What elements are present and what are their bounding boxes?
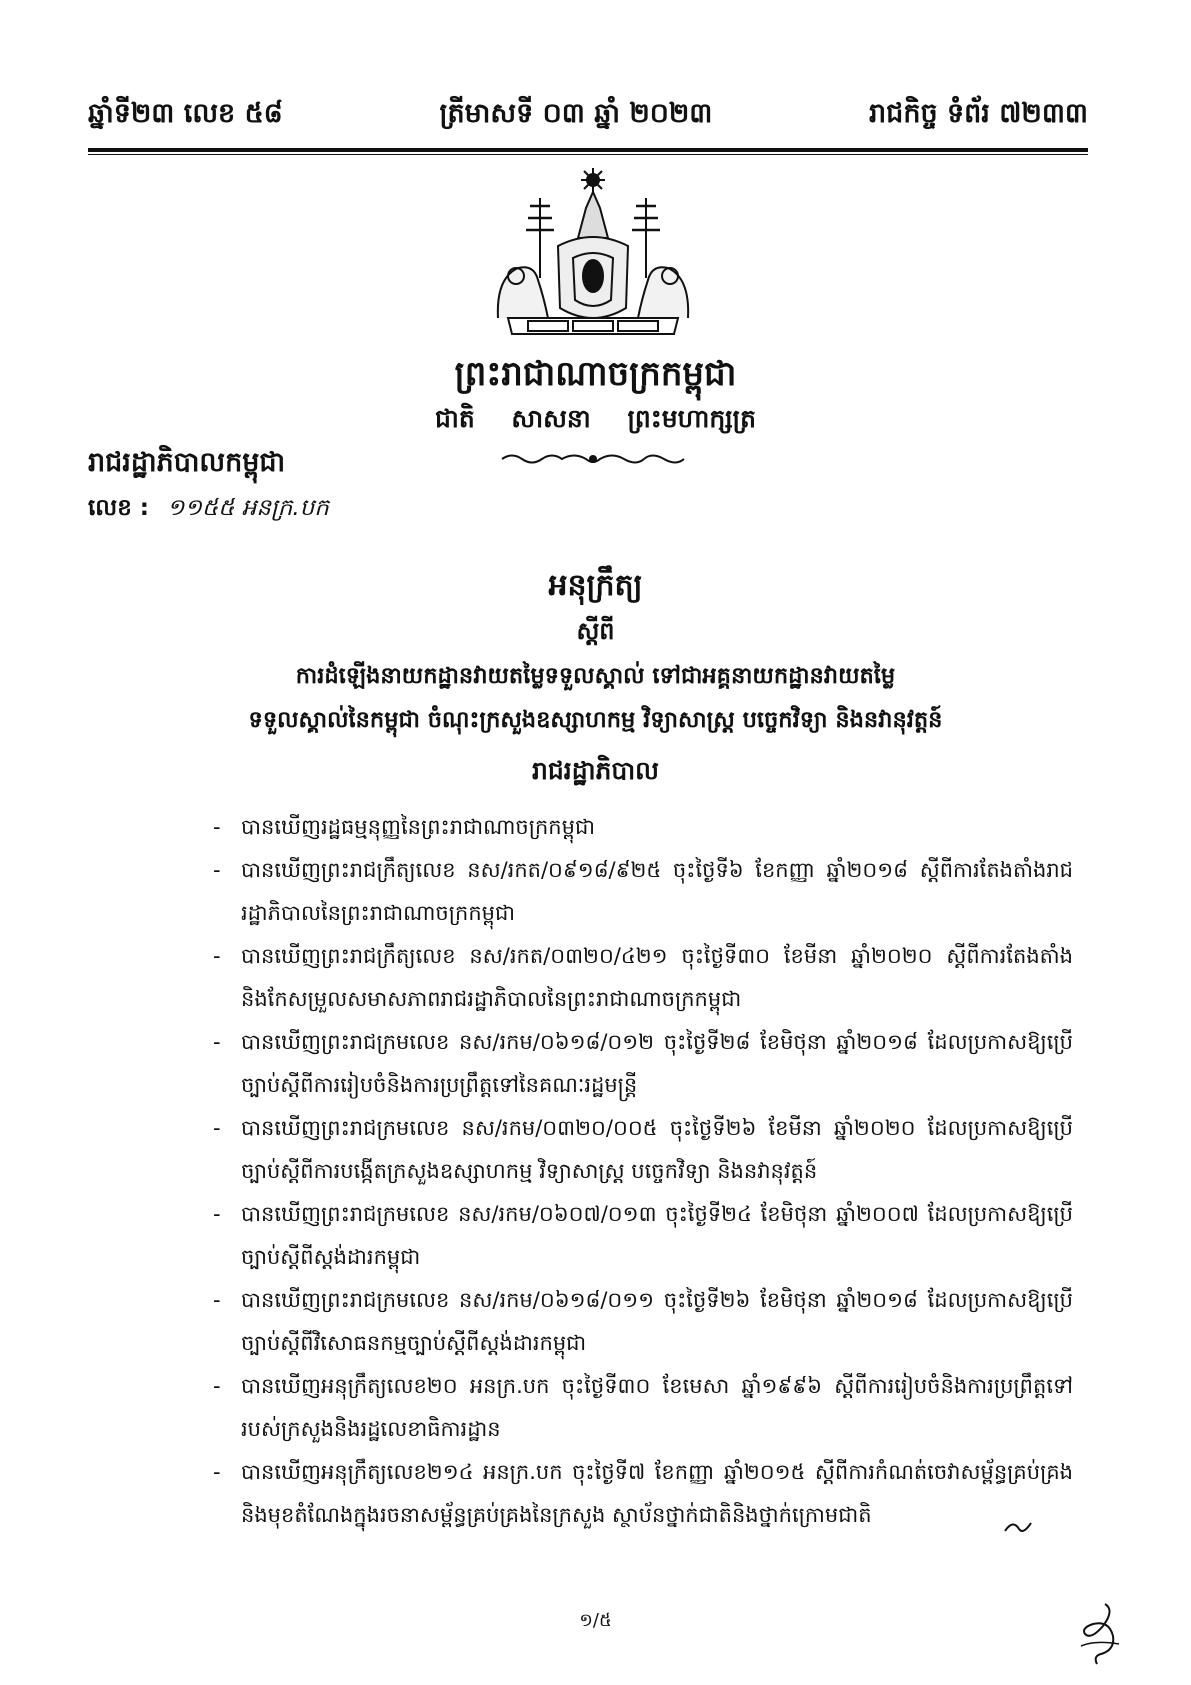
list-item: - បានឃើញព្រះរាជក្រឹត្យលេខ នស/រកត/០៩១៨/៩២៥ ចុះថ្ងៃទី៦ ខែកញ្ញា ឆ្នាំ២០១៨ ស្តីពីការតែងតាំងរាជរដ្ឋាភិបាលនៃព្រះរាជាណាចក្រកម្ពុជា (213, 849, 1073, 935)
gazette-quarter: ត្រីមាសទី ០៣ ឆ្នាំ ២០២៣ (439, 97, 713, 129)
header-divider (88, 148, 1088, 155)
government-name: រាជរដ្ឋាភិបាលកម្ពុជា (88, 447, 286, 478)
document-about: ស្តីពី (576, 617, 615, 645)
initials-mark-icon (1003, 1515, 1033, 1537)
document-number-label: លេខ : (88, 495, 150, 521)
issuing-authority: រាជរដ្ឋាភិបាល (532, 756, 659, 785)
gazette-issue: ឆ្នាំទី២៣ លេខ ៥៨ (88, 97, 283, 129)
gazette-page: រាជកិច្ច ទំព័រ ៧២៣៣ (869, 97, 1088, 129)
document-subject-line: ការដំឡើងនាយកដ្ឋានវាយតម្លៃទទួលស្គាល់ ទៅជាអគ្គនាយកដ្ឋានវាយតម្លៃ (295, 663, 896, 689)
list-item: - បានឃើញរដ្ឋធម្មនុញ្ញនៃព្រះរាជាណាចក្រកម្ពុជា (213, 806, 1073, 849)
royal-coat-of-arms-icon (478, 168, 708, 340)
document-number (88, 494, 329, 527)
national-motto: ជាតិ សាសនា ព្រះមហាក្សត្រ (435, 404, 756, 433)
kingdom-name: ព្រះរាជាណាចក្រកម្ពុជា (454, 354, 737, 394)
list-item: - បានឃើញព្រះរាជក្រមលេខ នស/រកម/០៦០៧/០១៣ ចុះថ្ងៃទី២៤ ខែមិថុនា ឆ្នាំ២០០៧ ដែលប្រកាសឱ្យប្រើច្បាប់ស្តីពីស្តង់ដារកម្ពុជា (213, 1193, 1073, 1279)
list-item: - បានឃើញព្រះរាជក្រមលេខ នស/រកម/០៦១៨/០១២ ចុះថ្ងៃទី២៨ ខែមិថុនា ឆ្នាំ២០១៨ ដែលប្រកាសឱ្យប្រើច្បាប់ស្តីពីការរៀបចំនិងការប្រព្រឹត្តទៅនៃគណៈរដ្ឋមន្ត្រី (213, 1021, 1073, 1107)
page-number: ១/៥ (579, 1610, 612, 1631)
legal-basis-list (213, 806, 1073, 1537)
list-item: - បានឃើញព្រះរាជក្រឹត្យលេខ នស/រកត/០៣២០/៤២១ ចុះថ្ងៃទី៣០ ខែមីនា ឆ្នាំ២០២០ ស្តីពីការតែងតាំងនិងកែសម្រួលសមាសភាពរាជរដ្ឋាភិបាលនៃព្រះរាជាណាចក្រកម្ពុជា (213, 935, 1073, 1021)
list-item: - បានឃើញព្រះរាជក្រមលេខ នស/រកម/០៦១៨/០១១ ចុះថ្ងៃទី២៦ ខែមិថុនា ឆ្នាំ២០១៨ ដែលប្រកាសឱ្យប្រើច្បាប់ស្តីពីវិសោធនកម្មច្បាប់ស្តីពីស្តង់ដារកម្ពុជា (213, 1279, 1073, 1365)
document-subject (0, 654, 1191, 742)
list-item: - បានឃើញព្រះរាជក្រមលេខ នស/រកម/០៣២០/០០៥ ចុះថ្ងៃទី២៦ ខែមីនា ឆ្នាំ២០២០ ដែលប្រកាសឱ្យប្រើច្បាប់ស្តីពីការបង្កើតក្រសួងឧស្សាហកម្ម វិទ្យាសាស្ត្រ បច្ចេកវិទ្យា និងនវានុវត្តន៍ (213, 1107, 1073, 1193)
signature-icon (1075, 1600, 1127, 1668)
list-item: - បានឃើញអនុក្រឹត្យលេខ២១៤ អនក្រ.បក ចុះថ្ងៃទី៧ ខែកញ្ញា ឆ្នាំ២០១៥ ស្តីពីការកំណត់ចេវាសម្ព័ន្ធគ្រប់គ្រងនិងមុខតំណែងក្នុងរចនាសម្ព័ន្ធគ្រប់គ្រងនៃក្រសួង ស្ថាប័នថ្នាក់ជាតិនិងថ្នាក់ក្រោមជាតិ (213, 1451, 1073, 1537)
ornament-divider-icon (498, 450, 688, 468)
document-subject-line: ទទួលស្គាល់នៃកម្ពុជា ចំណុះក្រសួងឧស្សាហកម្ម វិទ្យាសាស្ត្រ បច្ចេកវិទ្យា និងនវានុវត្តន៍ (248, 707, 943, 733)
document-type: អនុក្រឹត្យ (548, 568, 643, 603)
document-number-value: ១១៥៥ អនក្រ.បក (167, 495, 329, 521)
list-item: - បានឃើញអនុក្រឹត្យលេខ២០ អនក្រ.បក ចុះថ្ងៃទី៣០ ខែមេសា ឆ្នាំ១៩៩៦ ស្តីពីការរៀបចំនិងការប្រព្រឹត្តទៅរបស់ក្រសួងនិងរដ្ឋលេខាធិការដ្ឋាន (213, 1365, 1073, 1451)
gazette-header (88, 96, 1088, 136)
